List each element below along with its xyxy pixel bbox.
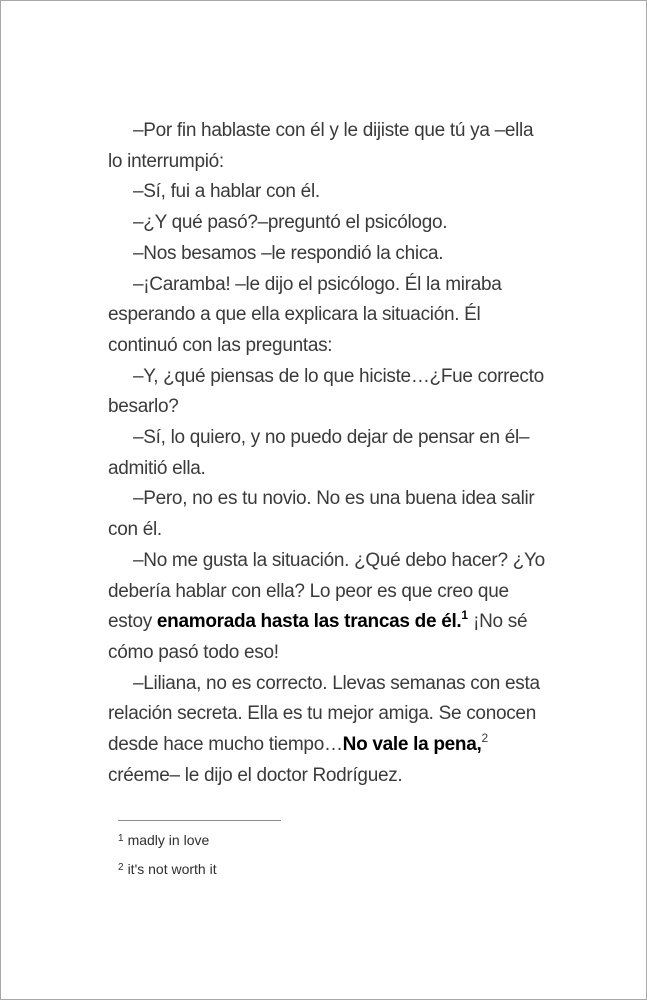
text-line xyxy=(108,607,568,638)
text-segment: –Pero, no es tu novio. No es una buena idea salir xyxy=(133,488,535,510)
footnote xyxy=(118,860,217,879)
text-segment: –Sí, lo quiero, y no puedo dejar de pensar en él– xyxy=(133,427,530,449)
text-segment: relación secreta. Ella es tu mejor amiga. Se conocen xyxy=(108,703,536,725)
text-line xyxy=(108,270,568,301)
text-segment: –Sí, fui a hablar con él. xyxy=(133,181,320,203)
footnote-marker: 1 xyxy=(118,833,124,844)
paragraph xyxy=(108,484,568,545)
text-line xyxy=(108,362,568,393)
text-segment: lo interrumpió: xyxy=(108,150,224,172)
text-segment: –¿Y qué pasó?–preguntó el psicólogo. xyxy=(133,212,448,234)
text-line xyxy=(108,423,568,454)
text-segment: –¡Caramba! –le dijo el psicólogo. Él la miraba xyxy=(133,273,502,295)
paragraph xyxy=(108,669,568,792)
paragraph xyxy=(108,546,568,669)
paragraph xyxy=(108,270,568,362)
paragraph xyxy=(108,208,568,239)
text-segment: –No me gusta la situación. ¿Qué debo hacer? ¿Yo xyxy=(133,549,545,571)
text-line xyxy=(108,484,568,515)
text-segment: –Por fin hablaste con él y le dijiste que tú ya –ella xyxy=(133,120,534,141)
text-line xyxy=(108,300,568,331)
text-line xyxy=(108,577,568,608)
text-segment: cómo pasó todo eso! xyxy=(108,641,279,663)
paragraph xyxy=(108,423,568,484)
footnote xyxy=(118,831,217,850)
text-line xyxy=(108,638,568,669)
footnote-text: it's not worth it xyxy=(127,861,217,877)
paragraph xyxy=(108,239,568,270)
text-line xyxy=(108,761,568,792)
text-segment: estoy xyxy=(108,611,157,633)
footnote-text: madly in love xyxy=(127,832,210,848)
footnote-ref: 2 xyxy=(481,730,489,745)
text-segment: admitió ella. xyxy=(108,457,206,479)
story-text xyxy=(108,116,568,791)
text-line xyxy=(108,392,568,423)
footnotes-section xyxy=(118,831,217,889)
text-segment: debería hablar con ella? Lo peor es que creo que xyxy=(108,580,509,602)
footnote-ref: 1 xyxy=(461,607,469,622)
vocab-term: enamorada hasta las trancas de él. xyxy=(156,611,462,633)
text-line xyxy=(108,147,568,178)
footnote-divider xyxy=(118,820,281,821)
text-segment: continuó con las preguntas: xyxy=(108,334,333,356)
text-segment: con él. xyxy=(108,519,162,541)
paragraph xyxy=(108,362,568,423)
text-segment: –Nos besamos –le respondió la chica. xyxy=(133,242,444,264)
text-segment: desde hace mucho tiempo… xyxy=(108,734,343,756)
text-line xyxy=(108,730,568,761)
text-line xyxy=(108,239,568,270)
text-line xyxy=(108,454,568,485)
text-line xyxy=(108,515,568,546)
text-segment: esperando a que ella explicara la situación. Él xyxy=(108,304,481,326)
text-segment: ¡No sé xyxy=(468,611,528,633)
text-segment: –Y, ¿qué piensas de lo que hiciste…¿Fue correcto xyxy=(133,365,544,387)
paragraph xyxy=(108,116,568,177)
text-line xyxy=(108,699,568,730)
text-line xyxy=(108,331,568,362)
footnote-marker: 2 xyxy=(118,862,124,873)
text-line xyxy=(108,116,568,147)
text-line xyxy=(108,208,568,239)
text-line xyxy=(108,177,568,208)
text-line xyxy=(108,546,568,577)
text-segment: créeme– le dijo el doctor Rodríguez. xyxy=(108,764,403,786)
paragraph xyxy=(108,177,568,208)
vocab-term: No vale la pena, xyxy=(342,734,482,756)
text-segment: –Liliana, no es correcto. Llevas semanas con esta xyxy=(133,672,540,694)
text-segment: besarlo? xyxy=(108,396,179,418)
text-line xyxy=(108,669,568,700)
